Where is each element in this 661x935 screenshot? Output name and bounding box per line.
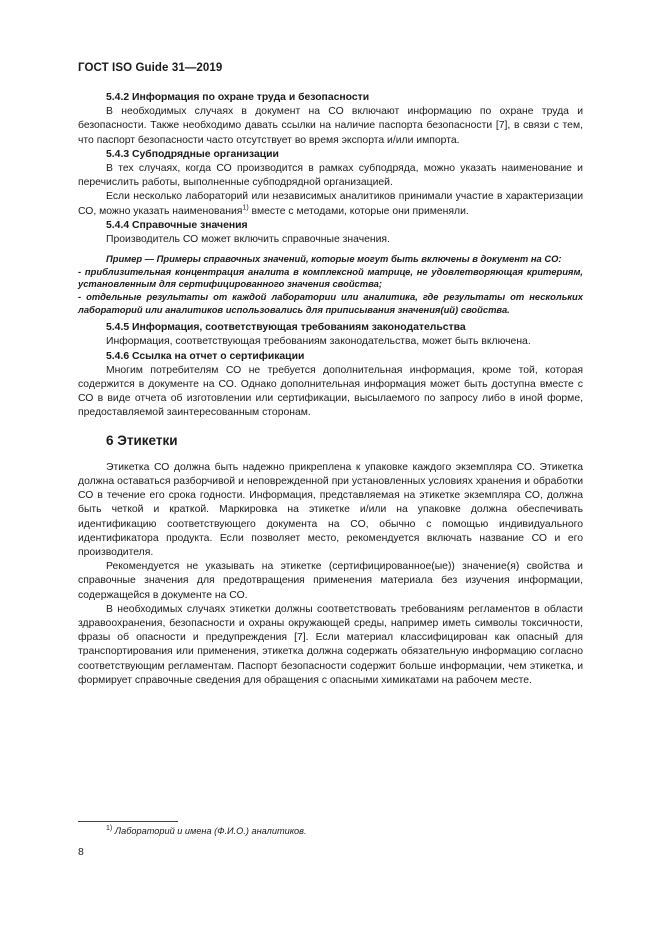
- example-item: - отдельные результаты от каждой лаборатории или аналитика, где результаты от нескольких лабораторий или аналитиков использовались для приписывания значения(ий) свойства.: [78, 291, 583, 315]
- paragraph-5-4-3-b-tail: вместе с методами, которые они применяли.: [248, 205, 469, 217]
- page-body: [78, 91, 583, 688]
- footnote-text: Лабораторий и имена (Ф.И.О.) аналитиков.: [114, 826, 307, 836]
- paragraph-6-c: В необходимых случаях этикетки должны соответствовать требованиям регламентов в области здравоохранения, безопасности и охраны окружающей среды, например иметь символы токсичности, фразы об опасности и предупреждения [7]. Если материал классифицирован как опасный для транспортирования или применения, этикетка должна содержать обязательную информацию согласно соответствующим регламентам. Паспорт безопасности содержит больше информации, чем этикетка, и формирует справочные сведения для обращения с опасными химикатами на рабочем месте.: [78, 603, 583, 686]
- section-6-title: 6 Этикетки: [106, 432, 178, 448]
- footnote-divider: [78, 821, 178, 822]
- paragraph-5-4-3-b-text: Если несколько лабораторий или независимых аналитиков принимали участие в характеризации СО, можно указать наименования: [78, 191, 583, 217]
- footnote: [106, 826, 307, 836]
- heading-5-4-4: 5.4.4 Справочные значения: [106, 219, 248, 231]
- heading-5-4-2: 5.4.2 Информация по охране труда и безопасности: [106, 92, 370, 103]
- heading-5-4-5: 5.4.5 Информация, соответствующая требованиям законодательства: [106, 322, 466, 334]
- document-header: ГОСТ ISO Guide 31—2019: [78, 62, 223, 74]
- paragraph-5-4-2: В необходимых случаях в документ на СО включают информацию по охране труда и безопасности. Также необходимо давать ссылки на наличие паспорта безопасности [7], в связи с тем, что паспорт безопасности часто отсутствует во время экспорта и/или импорта.: [78, 106, 583, 146]
- example-block: [78, 253, 583, 316]
- paragraph-5-4-4: Производитель СО может включить справочные значения.: [106, 234, 390, 246]
- heading-5-4-3: 5.4.3 Субподрядные организации: [106, 148, 279, 160]
- footnote-marker: 1): [106, 824, 113, 832]
- paragraph-5-4-3-b: [78, 190, 583, 218]
- paragraph-6-b: Рекомендуется не указывать на этикетке (сертифицированное(ые)) значение(я) свойства и справочные значения для предотвращения применения материала без изучения информации, содержащейся в документе на СО.: [78, 561, 583, 601]
- heading-5-4-6: 5.4.6 Ссылка на отчет о сертификации: [106, 350, 305, 362]
- footnote-ref: 1): [242, 204, 249, 212]
- page-number: 8: [78, 846, 84, 858]
- paragraph-5-4-6: Многим потребителям СО не требуется дополнительная информация, кроме той, которая содержится в документе на СО. Однако дополнительная информация может быть доступна вместе с СО в виде отчета об изготовлении или сертификации, высылаемого по запросу либо в иной форме, предоставляемой заинтересованным сторонам.: [78, 364, 583, 419]
- paragraph-6-a: Этикетка СО должна быть надежно прикреплена к упаковке каждого экземпляра СО. Этикетка должна оставаться разборчивой и неповрежденной при установленных условиях хранения и обработки СО в течение его срока годности. Информация, представляемая на этикетке экземпляра СО, должна быть четкой и краткой. Маркировка на этикетке и/или на упаковке должна обеспечивать идентификацию соответствующего документа на СО, обычно с помощью индивидуального идентификатора продукта. Если позволяет место, рекомендуется включать название СО и его производителя.: [78, 461, 583, 559]
- paragraph-5-4-5: Информация, соответствующая требованиям законодательства, может быть включена.: [106, 336, 531, 348]
- paragraph-5-4-3-a: В тех случаях, когда СО производится в рамках субподряда, можно указать наименование и перечислить работы, выполненные субподрядной организацией.: [78, 163, 583, 189]
- example-item: - приблизительная концентрация аналита в комплексной матрице, не удовлетворяющая критериям, установленным для сертифицированного значения свойства;: [78, 265, 583, 290]
- example-title: Пример — Примеры справочных значений, которые могут быть включены в документ на СО:: [106, 253, 562, 265]
